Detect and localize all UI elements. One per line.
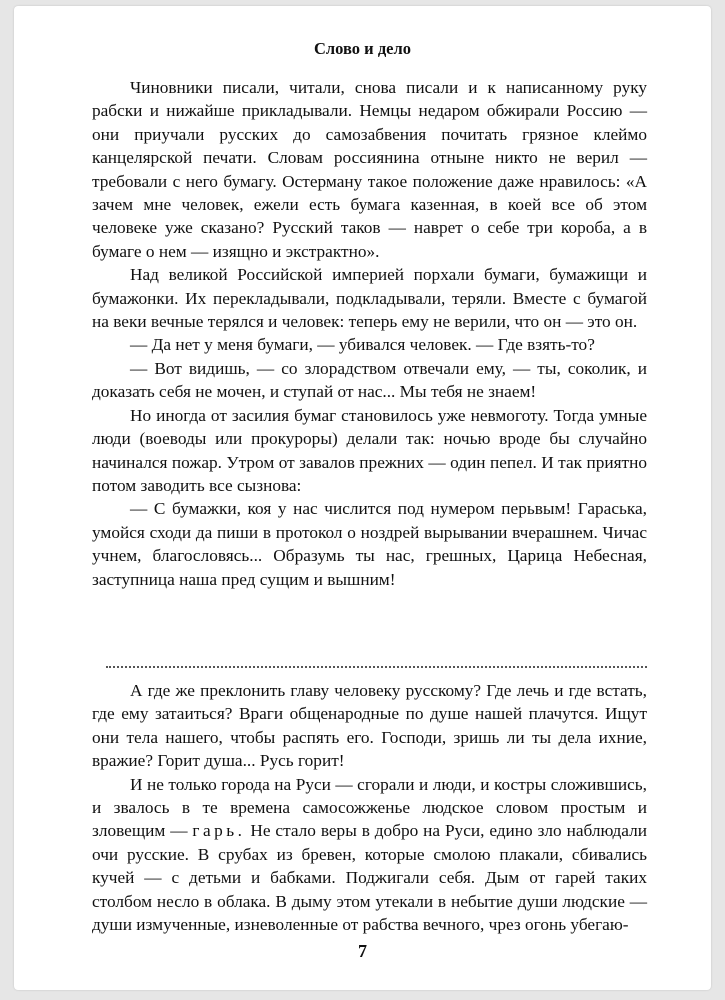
running-header: Слово и дело xyxy=(314,39,411,58)
dotted-separator xyxy=(106,666,647,668)
text-section-2 xyxy=(92,679,647,936)
book-page xyxy=(14,6,711,990)
emphasized-word: гарь. xyxy=(192,821,246,841)
paragraph: — Да нет у меня бумаги, — убивался человек. — Где взять-то? xyxy=(130,335,595,355)
page-number: 7 xyxy=(358,941,367,961)
paragraph-text: И не только города на Руси — сгорали и люди, и костры сложившись, и звалось в те времена самосожженье людское словом простым и зловещим — xyxy=(92,774,647,841)
paragraph: Над великой Российской империей порхали бумаги, бумажищи и бумажонки. Их перекладывали, подкладывали, теряли. Вместе с бумагой на веки вечные терялся и человек: теперь ему не верили, что он — это он. xyxy=(92,265,647,332)
text-section-1 xyxy=(92,76,647,591)
paragraph-text: Не стало веры в добро на Руси, едино зло наблюдали очи русские. В срубах из бревен, которые смолою плакали, сбивались кучей — с детьми и бабками. Поджигали себя. Дым от гарей таких столбом несло в облака. В дыму этом утекали в небытие души людские — души измученные, изневоленные от рабства вечного, чрез огонь убегаю- xyxy=(92,821,647,935)
paragraph: — Вот видишь, — со злорадством отвечали ему, — ты, соколик, и доказать себя не мочен, и ступай от нас... Мы тебя не знаем! xyxy=(92,358,647,402)
paragraph: — С бумажки, коя у нас числится под нумером перьвым! Гараська, умойся сходи да пиши в протокол о ноздрей вырывании вчерашнем. Чичас учнем, благословясь... Образумь ты нас, грешных, Царица Небесная, заступница наша пред сущим и вышним! xyxy=(92,499,647,589)
paragraph: А где же преклонить главу человеку русскому? Где лечь и где встать, где ему затаиться? Враги общенародные по душе нашей плачутся. Ищут они тела нашего, чтобы распять его. Господи, зришь ли ты дела ихние, вражие? Горит душа... Русь горит! xyxy=(92,681,647,771)
paragraph xyxy=(92,773,647,937)
paragraph: Но иногда от засилия бумаг становилось уже невмоготу. Тогда умные люди (воеводы или прокуроры) делали так: ночью вроде бы случайно начинался пожар. Утром от завалов прежних — один пепел. И так приятно потом заводить все сызнова: xyxy=(92,405,647,495)
paragraph: Чиновники писали, читали, снова писали и к написанному руку рабски и нижайше прикладывали. Немцы недаром обжирали Россию — они приучали русских до самозабвения почитать грязное клеймо канцелярской печати. Словам россиянина отныне никто не верил — требовали с него бумагу. Остерману такое положение даже нравилось: «А зачем мне человек, ежели есть бумага казенная, в коей все об этом человеке уже сказано? Русский таков — наврет о себе три короба, а в бумаге о нем — изящно и экстрактно». xyxy=(92,78,647,261)
